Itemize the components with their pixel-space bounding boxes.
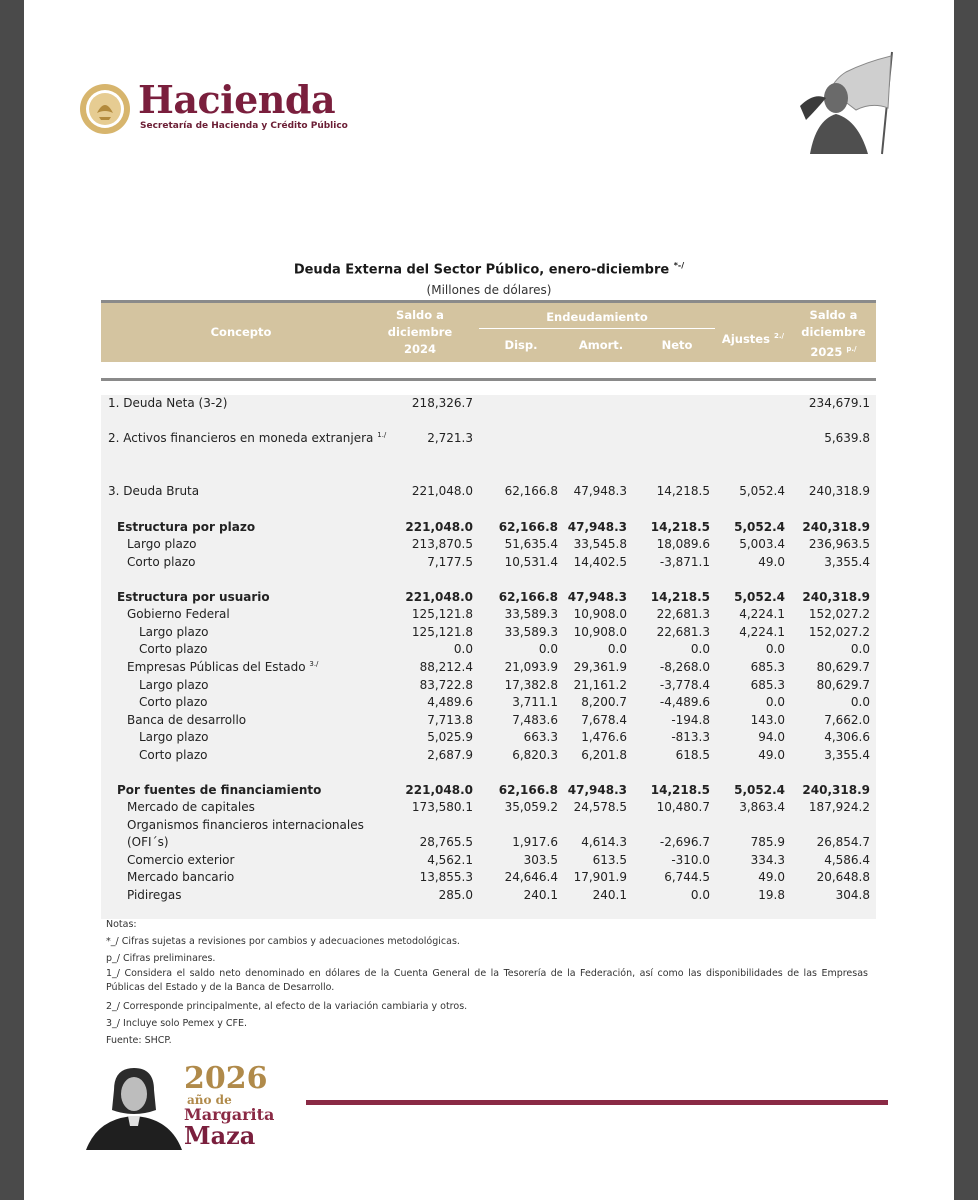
cell-value: 4,224.1	[739, 607, 785, 622]
cell-value: 221,048.0	[405, 519, 473, 534]
cell-value: 240.1	[523, 888, 558, 903]
cell-value: 0.0	[607, 642, 627, 657]
cell-value: 152,027.2	[808, 607, 870, 622]
cell-value: 47,948.3	[567, 589, 627, 604]
cell-value: 7,483.6	[512, 712, 558, 727]
cell-value: 143.0	[750, 712, 785, 727]
cell-value: 47,948.3	[567, 519, 627, 534]
row-label: Largo plazo	[139, 677, 209, 692]
row-label: (OFI´s)	[127, 835, 169, 850]
row-label: Largo plazo	[139, 730, 209, 745]
cell-value: 35,059.2	[504, 800, 558, 815]
table-row	[101, 624, 876, 642]
cell-value: -2,696.7	[659, 835, 710, 850]
cell-value: 4,224.1	[739, 624, 785, 639]
cell-value: 21,093.9	[504, 659, 558, 674]
row-label: 1. Deuda Neta (3-2)	[108, 396, 228, 410]
units-label: (Millones de dólares)	[426, 283, 552, 297]
cell-value: -3,778.4	[659, 677, 710, 692]
cell-value: 14,218.5	[656, 484, 710, 499]
cell-value: 47,948.3	[573, 484, 627, 499]
row-label: Largo plazo	[127, 537, 197, 552]
cell-value: 5,025.9	[427, 730, 473, 745]
cell-value: 618.5	[675, 747, 710, 762]
note-5: 3_/ Incluye solo Pemex y CFE.	[106, 1018, 248, 1029]
cell-value: 3,711.1	[512, 695, 558, 710]
cell-value: 6,820.3	[512, 747, 558, 762]
cell-value: 7,713.8	[427, 712, 473, 727]
cell-value: 5,052.4	[734, 782, 785, 797]
debt-table	[101, 300, 876, 919]
cell-value: 10,908.0	[573, 607, 627, 622]
table-row	[101, 782, 876, 800]
cell-value: 4,586.4	[824, 852, 870, 867]
cell-value: 49.0	[758, 554, 785, 569]
cell-value: 663.3	[523, 730, 558, 745]
cell-value: 10,531.4	[504, 554, 558, 569]
footer-rule	[306, 1100, 888, 1105]
document-page	[24, 0, 954, 1200]
cell-value: 5,052.4	[734, 519, 785, 534]
cell-value: 785.9	[750, 835, 785, 850]
cell-value: 83,722.8	[419, 677, 473, 692]
table-row	[101, 852, 876, 870]
header-neto: Neto	[661, 338, 693, 352]
table-body	[101, 395, 876, 919]
table-row	[101, 817, 876, 835]
header-concepto: Concepto	[210, 325, 272, 339]
row-label: Corto plazo	[139, 695, 208, 710]
row-label: Largo plazo	[139, 624, 209, 639]
hacienda-subtitle: Secretaría de Hacienda y Crédito Público	[140, 121, 348, 131]
row-label: 2. Activos financieros en moneda extranjera $^{1./}$	[108, 430, 387, 445]
cell-value: 685.3	[750, 659, 785, 674]
table-row	[101, 869, 876, 887]
note-4: 2_/ Corresponde principalmente, al efecto de la variación cambiaria y otros.	[106, 1001, 468, 1012]
cell-value: 240,318.9	[802, 782, 870, 797]
table-row	[101, 483, 876, 501]
cell-value: -8,268.0	[659, 659, 710, 674]
cell-value: 5,052.4	[739, 484, 785, 499]
cell-value: 5,639.8	[824, 430, 870, 445]
cell-value: 8,200.7	[581, 695, 627, 710]
cell-value: 221,048.0	[405, 782, 473, 797]
cell-value: 3,355.4	[824, 747, 870, 762]
cell-value: 0.0	[690, 888, 710, 903]
cell-value: 14,218.5	[650, 782, 710, 797]
row-label: Corto plazo	[139, 747, 208, 762]
cell-value: 334.3	[750, 852, 785, 867]
table-row	[101, 887, 876, 905]
hacienda-logo: Hacienda	[138, 77, 336, 122]
cell-value: 33,589.3	[504, 624, 558, 639]
cell-value: 0.0	[538, 642, 558, 657]
cell-value: 0.0	[690, 642, 710, 657]
cell-value: 80,629.7	[816, 659, 870, 674]
cell-value: 49.0	[758, 747, 785, 762]
year-of-margarita-maza: 2026 año de Margarita Maza	[184, 1061, 275, 1150]
row-label: Empresas Públicas del Estado $^{3./}$	[127, 659, 319, 674]
table-row	[101, 747, 876, 765]
national-seal-icon	[79, 83, 131, 135]
header-disp: Disp.	[504, 338, 538, 352]
cell-value: 1,917.6	[512, 835, 558, 850]
note-1: *_/ Cifras sujetas a revisiones por cambios y adecuaciones metodológicas.	[106, 936, 460, 947]
cell-value: 3,863.4	[739, 800, 785, 815]
table-row	[101, 694, 876, 712]
table-row	[101, 712, 876, 730]
cell-value: 62,166.8	[498, 519, 558, 534]
cell-value: 62,166.8	[498, 589, 558, 604]
cell-value: 240,318.9	[802, 589, 870, 604]
cell-value: 0.0	[453, 642, 473, 657]
cell-value: 24,646.4	[504, 870, 558, 885]
cell-value: 3,355.4	[824, 554, 870, 569]
table-row	[101, 641, 876, 659]
row-label: Organismos financieros internacionales	[127, 817, 364, 832]
table-row	[101, 677, 876, 695]
row-label: Estructura por plazo	[117, 519, 256, 534]
table-row	[101, 659, 876, 677]
cell-value: 19.8	[758, 888, 785, 903]
cell-value: 7,662.0	[824, 712, 870, 727]
cell-value: 33,589.3	[504, 607, 558, 622]
cell-value: -4,489.6	[659, 695, 710, 710]
cell-value: 304.8	[835, 888, 870, 903]
cell-value: 213,870.5	[411, 537, 473, 552]
header-saldo-final: Saldo a diciembre 2025 $^{p./}$	[801, 308, 866, 359]
cell-value: 221,048.0	[405, 589, 473, 604]
cell-value: 4,306.6	[824, 730, 870, 745]
row-label: Comercio exterior	[127, 852, 235, 867]
cell-value: 7,177.5	[427, 554, 473, 569]
cell-value: 285.0	[438, 888, 473, 903]
cell-value: 17,382.8	[504, 677, 558, 692]
table-row	[101, 536, 876, 554]
cell-value: -194.8	[671, 712, 710, 727]
row-label: Corto plazo	[139, 642, 208, 657]
cell-value: 4,562.1	[427, 852, 473, 867]
cell-value: 14,402.5	[573, 554, 627, 569]
row-label: Por fuentes de financiamiento	[117, 782, 322, 797]
cell-value: 4,614.3	[581, 835, 627, 850]
cell-value: 22,681.3	[656, 624, 710, 639]
cell-value: 6,744.5	[664, 870, 710, 885]
cell-value: 80,629.7	[816, 677, 870, 692]
table-row	[101, 589, 876, 607]
cell-value: 685.3	[750, 677, 785, 692]
cell-value: 0.0	[850, 695, 870, 710]
cell-value: 234,679.1	[808, 396, 870, 410]
cell-value: 47,948.3	[567, 782, 627, 797]
cell-value: 303.5	[523, 852, 558, 867]
table-row	[101, 729, 876, 747]
woman-with-flag-illustration	[796, 50, 906, 158]
row-label: Mercado de capitales	[127, 800, 255, 815]
notes-heading: Notas:	[106, 919, 137, 930]
row-label: Gobierno Federal	[127, 607, 230, 622]
cell-value: 51,635.4	[504, 537, 558, 552]
margarita-maza-portrait	[84, 1060, 184, 1150]
cell-value: 1,476.6	[581, 730, 627, 745]
row-label: Corto plazo	[127, 554, 196, 569]
cell-value: 173,580.1	[411, 800, 473, 815]
table-row	[101, 834, 876, 852]
header-endeudamiento: Endeudamiento	[546, 310, 648, 324]
cell-value: 28,765.5	[419, 835, 473, 850]
cell-value: 22,681.3	[656, 607, 710, 622]
table-row	[101, 430, 876, 448]
cell-value: 125,121.8	[411, 624, 473, 639]
cell-value: 14,218.5	[650, 589, 710, 604]
row-label: Estructura por usuario	[117, 589, 270, 604]
cell-value: 62,166.8	[498, 782, 558, 797]
header-saldo-inicial: Saldo a diciembre 2024	[387, 308, 453, 356]
cell-value: 0.0	[765, 695, 785, 710]
header-amort: Amort.	[578, 338, 624, 352]
header-ajustes: Ajustes $^{2./}$	[721, 331, 785, 346]
cell-value: 6,201.8	[581, 747, 627, 762]
report-title: Deuda Externa del Sector Público, enero-diciembre *-/	[293, 261, 685, 278]
cell-value: 218,326.7	[411, 396, 473, 410]
note-p: p_/ Cifras preliminares.	[106, 953, 216, 964]
cell-value: 221,048.0	[411, 484, 473, 499]
cell-value: 29,361.9	[573, 659, 627, 674]
row-label: Pidiregas	[127, 888, 182, 903]
cell-value: 33,545.8	[573, 537, 627, 552]
cell-value: 20,648.8	[816, 870, 870, 885]
cell-value: 7,678.4	[581, 712, 627, 727]
cell-value: 14,218.5	[650, 519, 710, 534]
cell-value: 0.0	[850, 642, 870, 657]
cell-value: 5,003.4	[739, 537, 785, 552]
cell-value: 24,578.5	[573, 800, 627, 815]
cell-value: 152,027.2	[808, 624, 870, 639]
note-3: 1_/ Considera el saldo neto denominado en dólares de la Cuenta General de la Tesorería de la Federación, así como las disponibilidades de las Empresas Públicas del Estado y de la Banca de Desarrollo.	[106, 968, 868, 993]
cell-value: 187,924.2	[808, 800, 870, 815]
cell-value: 88,212.4	[419, 659, 473, 674]
notes-section	[106, 916, 868, 1049]
table-row	[101, 554, 876, 572]
table-row	[101, 606, 876, 624]
cell-value: 18,089.6	[656, 537, 710, 552]
cell-value: 240.1	[592, 888, 627, 903]
cell-value: 21,161.2	[573, 677, 627, 692]
cell-value: 240,318.9	[802, 519, 870, 534]
cell-value: 10,480.7	[656, 800, 710, 815]
cell-value: 62,166.8	[504, 484, 558, 499]
table-row	[101, 799, 876, 817]
cell-value: 236,963.5	[808, 537, 870, 552]
cell-value: 49.0	[758, 870, 785, 885]
table-row	[101, 519, 876, 537]
cell-value: 13,855.3	[419, 870, 473, 885]
cell-value: 613.5	[592, 852, 627, 867]
row-label: Banca de desarrollo	[127, 712, 247, 727]
cell-value: 125,121.8	[411, 607, 473, 622]
cell-value: -310.0	[671, 852, 710, 867]
cell-value: 0.0	[765, 642, 785, 657]
cell-value: 2,721.3	[427, 430, 473, 445]
cell-value: 17,901.9	[573, 870, 627, 885]
cell-value: 26,854.7	[816, 835, 870, 850]
cell-value: -3,871.1	[659, 554, 710, 569]
row-label: Mercado bancario	[127, 870, 235, 885]
table-row	[101, 395, 876, 413]
cell-value: 10,908.0	[573, 624, 627, 639]
cell-value: -813.3	[671, 730, 710, 745]
cell-value: 240,318.9	[808, 484, 870, 499]
cell-value: 94.0	[758, 730, 785, 745]
cell-value: 4,489.6	[427, 695, 473, 710]
source-note: Fuente: SHCP.	[106, 1035, 172, 1046]
cell-value: 5,052.4	[734, 589, 785, 604]
row-label: 3. Deuda Bruta	[108, 484, 200, 499]
table-header	[101, 303, 876, 362]
cell-value: 2,687.9	[427, 747, 473, 762]
